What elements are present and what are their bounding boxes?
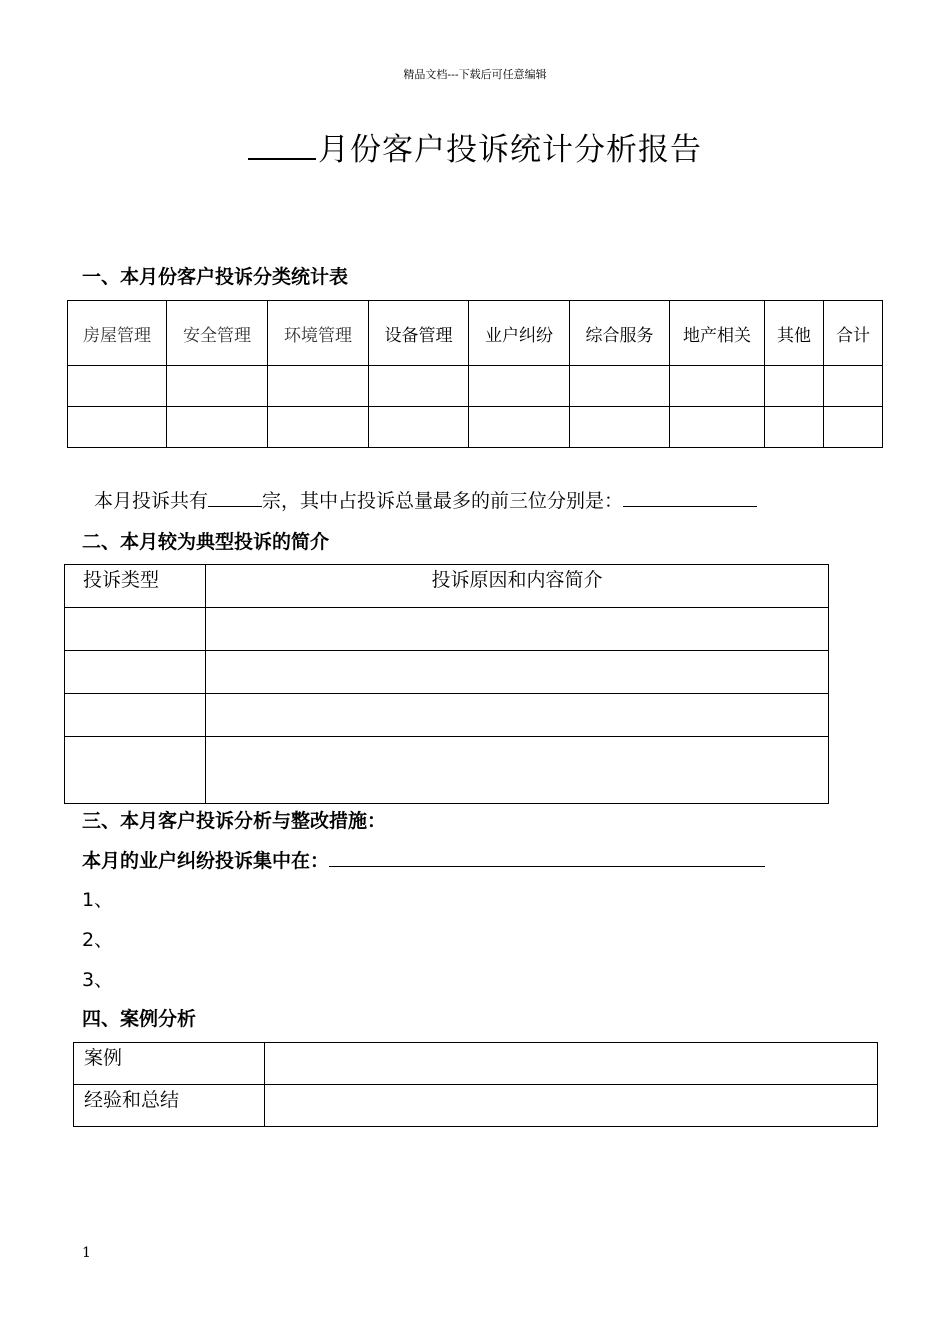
table-cell[interactable] (570, 407, 670, 448)
table-row (68, 407, 883, 448)
summary-prefix: 本月投诉共有 (94, 490, 209, 512)
col-other: 其他 (765, 301, 824, 366)
table-cell[interactable] (670, 407, 765, 448)
typical-complaints-table (64, 564, 829, 804)
table-cell[interactable] (824, 366, 883, 407)
table-cell[interactable] (670, 366, 765, 407)
table-row (65, 608, 829, 651)
count-blank[interactable] (208, 486, 262, 507)
col-general-service: 综合服务 (570, 301, 670, 366)
col-real-estate: 地产相关 (670, 301, 765, 366)
table-cell[interactable] (206, 651, 829, 694)
focus-line (82, 846, 765, 873)
table-cell[interactable] (570, 366, 670, 407)
section3-heading: 三、本月客户投诉分析与整改措施： (82, 810, 387, 832)
col-owner-dispute: 业户纠纷 (469, 301, 570, 366)
col-complaint-desc: 投诉原因和内容简介 (206, 565, 829, 608)
measure-item-3: 3、 (82, 969, 114, 991)
table-row (65, 737, 829, 804)
col-security: 安全管理 (167, 301, 268, 366)
table-cell[interactable] (206, 737, 829, 804)
table-row (65, 651, 829, 694)
page-number: 1 (82, 1245, 91, 1261)
complaint-category-table (67, 300, 883, 448)
table-cell[interactable] (265, 1085, 878, 1127)
table-cell[interactable] (65, 737, 206, 804)
col-housing: 房屋管理 (68, 301, 167, 366)
table-cell[interactable] (65, 608, 206, 651)
table-cell[interactable] (206, 608, 829, 651)
summary-middle: 宗，其中占投诉总量最多的前三位分别是： (262, 490, 624, 512)
month-blank[interactable] (248, 130, 316, 160)
lessons-label: 经验和总结 (74, 1085, 265, 1127)
summary-line (94, 486, 757, 513)
table-cell[interactable] (469, 366, 570, 407)
table-cell[interactable] (765, 407, 824, 448)
top-three-blank[interactable] (623, 486, 757, 507)
measure-item-1: 1、 (82, 889, 114, 911)
section2-heading: 二、本月较为典型投诉的简介 (82, 531, 330, 553)
table-row (74, 1043, 878, 1085)
table-cell[interactable] (824, 407, 883, 448)
table-row (65, 694, 829, 737)
col-total: 合计 (824, 301, 883, 366)
page-title (0, 124, 950, 169)
table-cell[interactable] (268, 366, 369, 407)
table-cell[interactable] (369, 407, 469, 448)
table-header-row (65, 565, 829, 608)
case-analysis-table (73, 1042, 878, 1127)
table-cell[interactable] (68, 366, 167, 407)
section1-heading: 一、本月份客户投诉分类统计表 (82, 266, 349, 288)
table-cell[interactable] (765, 366, 824, 407)
table-cell[interactable] (369, 366, 469, 407)
table-row (74, 1085, 878, 1127)
table-cell[interactable] (167, 407, 268, 448)
table-cell[interactable] (68, 407, 167, 448)
focus-label: 本月的业户纠纷投诉集中在： (82, 850, 330, 872)
table-row (68, 366, 883, 407)
section4-heading: 四、案例分析 (82, 1008, 197, 1030)
table-header-row (68, 301, 883, 366)
table-cell[interactable] (65, 651, 206, 694)
measure-item-2: 2、 (82, 929, 114, 951)
table-cell[interactable] (167, 366, 268, 407)
table-cell[interactable] (65, 694, 206, 737)
table-cell[interactable] (469, 407, 570, 448)
header-note: 精品文档---下载后可任意编辑 (403, 68, 547, 81)
case-label: 案例 (74, 1043, 265, 1085)
focus-blank[interactable] (329, 846, 765, 867)
table-cell[interactable] (206, 694, 829, 737)
col-complaint-type: 投诉类型 (65, 565, 206, 608)
table-cell[interactable] (268, 407, 369, 448)
table-cell[interactable] (265, 1043, 878, 1085)
col-equipment: 设备管理 (369, 301, 469, 366)
page-title-text: 月份客户投诉统计分析报告 (318, 132, 702, 168)
col-environment: 环境管理 (268, 301, 369, 366)
